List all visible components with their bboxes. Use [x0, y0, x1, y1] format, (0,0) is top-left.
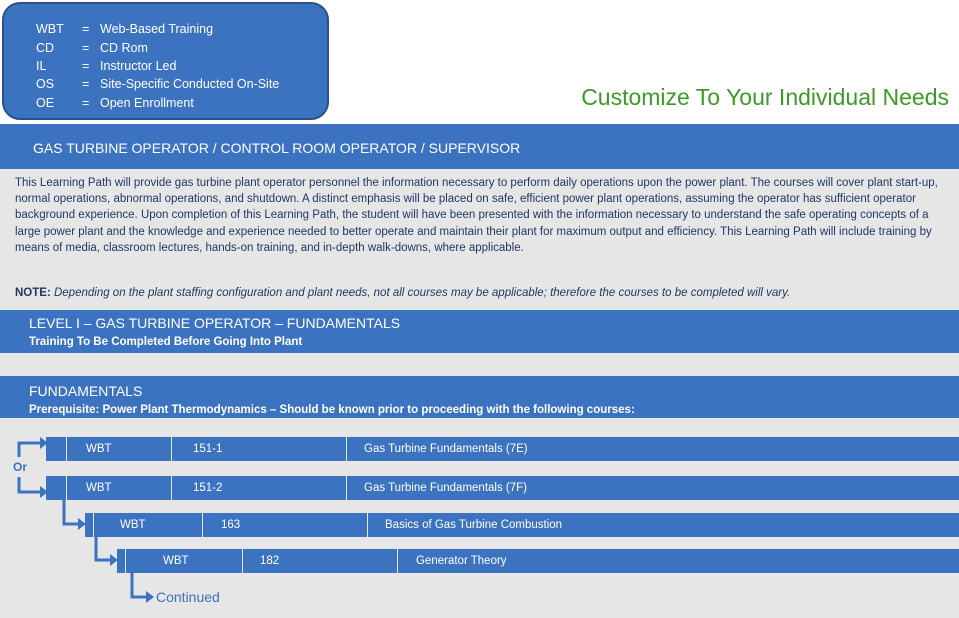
course-code: 151-1	[193, 443, 223, 455]
arrowhead-5	[146, 591, 154, 603]
legend-abbr: IL	[36, 59, 47, 73]
legend-equals: =	[82, 41, 90, 55]
course-type: WBT	[86, 443, 112, 455]
arrowhead-2	[40, 486, 48, 498]
course-type: WBT	[120, 519, 146, 531]
or-connector-bottom	[19, 477, 40, 492]
or-label: Or	[13, 460, 28, 474]
course-title: Generator Theory	[416, 555, 507, 567]
course-title: Basics of Gas Turbine Combustion	[385, 519, 563, 531]
or-connector-top	[19, 443, 40, 457]
course-code: 151-2	[193, 482, 223, 494]
course-title: Gas Turbine Fundamentals (7F)	[364, 482, 527, 494]
legend-text: Site-Specific Conducted On-Site	[100, 77, 280, 91]
legend-equals: =	[82, 96, 90, 110]
course-type: WBT	[163, 555, 189, 567]
flow-line-1	[64, 500, 79, 524]
level-subheading: Training To Be Completed Before Going Into Plant	[29, 336, 303, 348]
level-heading: LEVEL I – GAS TURBINE OPERATOR – FUNDAMENTALS	[29, 315, 401, 331]
flow-line-3	[132, 573, 147, 597]
legend-text: Open Enrollment	[100, 96, 194, 110]
note-text: Depending on the plant staffing configuration and plant needs, not all courses may be applicable; therefore the courses to be completed will vary.	[50, 287, 791, 299]
legend-equals: =	[82, 77, 90, 91]
legend-equals: =	[82, 22, 90, 36]
legend-text: CD Rom	[100, 41, 148, 55]
legend-equals: =	[82, 59, 90, 73]
description-paragraph: This Learning Path will provide gas turbine plant operator personnel the information necessary to perform daily operations upon the power plant. The courses will cover plant start-up, normal operations, abnormal operations, and shutdown. A distinct emphasis will be placed on safe, efficient power plant operations, assuming the operator has sufficient operator background experience. Upon completion of this Learning Path, the student will have been presented with the information necessary to understand the safe operating concepts of a large power plant and the knowledge and experience needed to better operate and maintain their plant for maximum output and efficiency. This Learning Path will include training by means of media, classroom lectures, hands-on training, and in-depth walk-downs, where applicable.	[15, 177, 938, 254]
arrowhead-1	[40, 437, 48, 449]
legend-text: Web-Based Training	[100, 22, 214, 36]
legend-abbr: WBT	[36, 22, 64, 36]
course-code: 163	[221, 519, 241, 531]
flow-line-2	[96, 537, 111, 560]
legend-abbr: OE	[36, 96, 55, 110]
legend-text: Instructor Led	[100, 59, 177, 73]
continued-label: Continued	[156, 589, 220, 605]
prerequisite-text: Prerequisite: Power Plant Thermodynamics – Should be known prior to proceeding with the following courses:	[29, 404, 635, 416]
page-title: GAS TURBINE OPERATOR / CONTROL ROOM OPERATOR / SUPERVISOR	[33, 140, 521, 156]
course-title: Gas Turbine Fundamentals (7E)	[364, 443, 528, 455]
legend-abbr: OS	[36, 77, 55, 91]
arrowhead-3	[78, 518, 86, 530]
legend-abbr: CD	[36, 41, 55, 55]
note-label: NOTE:	[15, 287, 51, 299]
course-type: WBT	[86, 482, 112, 494]
tagline: Customize To Your Individual Needs	[581, 84, 949, 110]
arrowhead-4	[110, 554, 118, 566]
fundamentals-heading: FUNDAMENTALS	[29, 383, 143, 399]
course-code: 182	[260, 555, 280, 567]
